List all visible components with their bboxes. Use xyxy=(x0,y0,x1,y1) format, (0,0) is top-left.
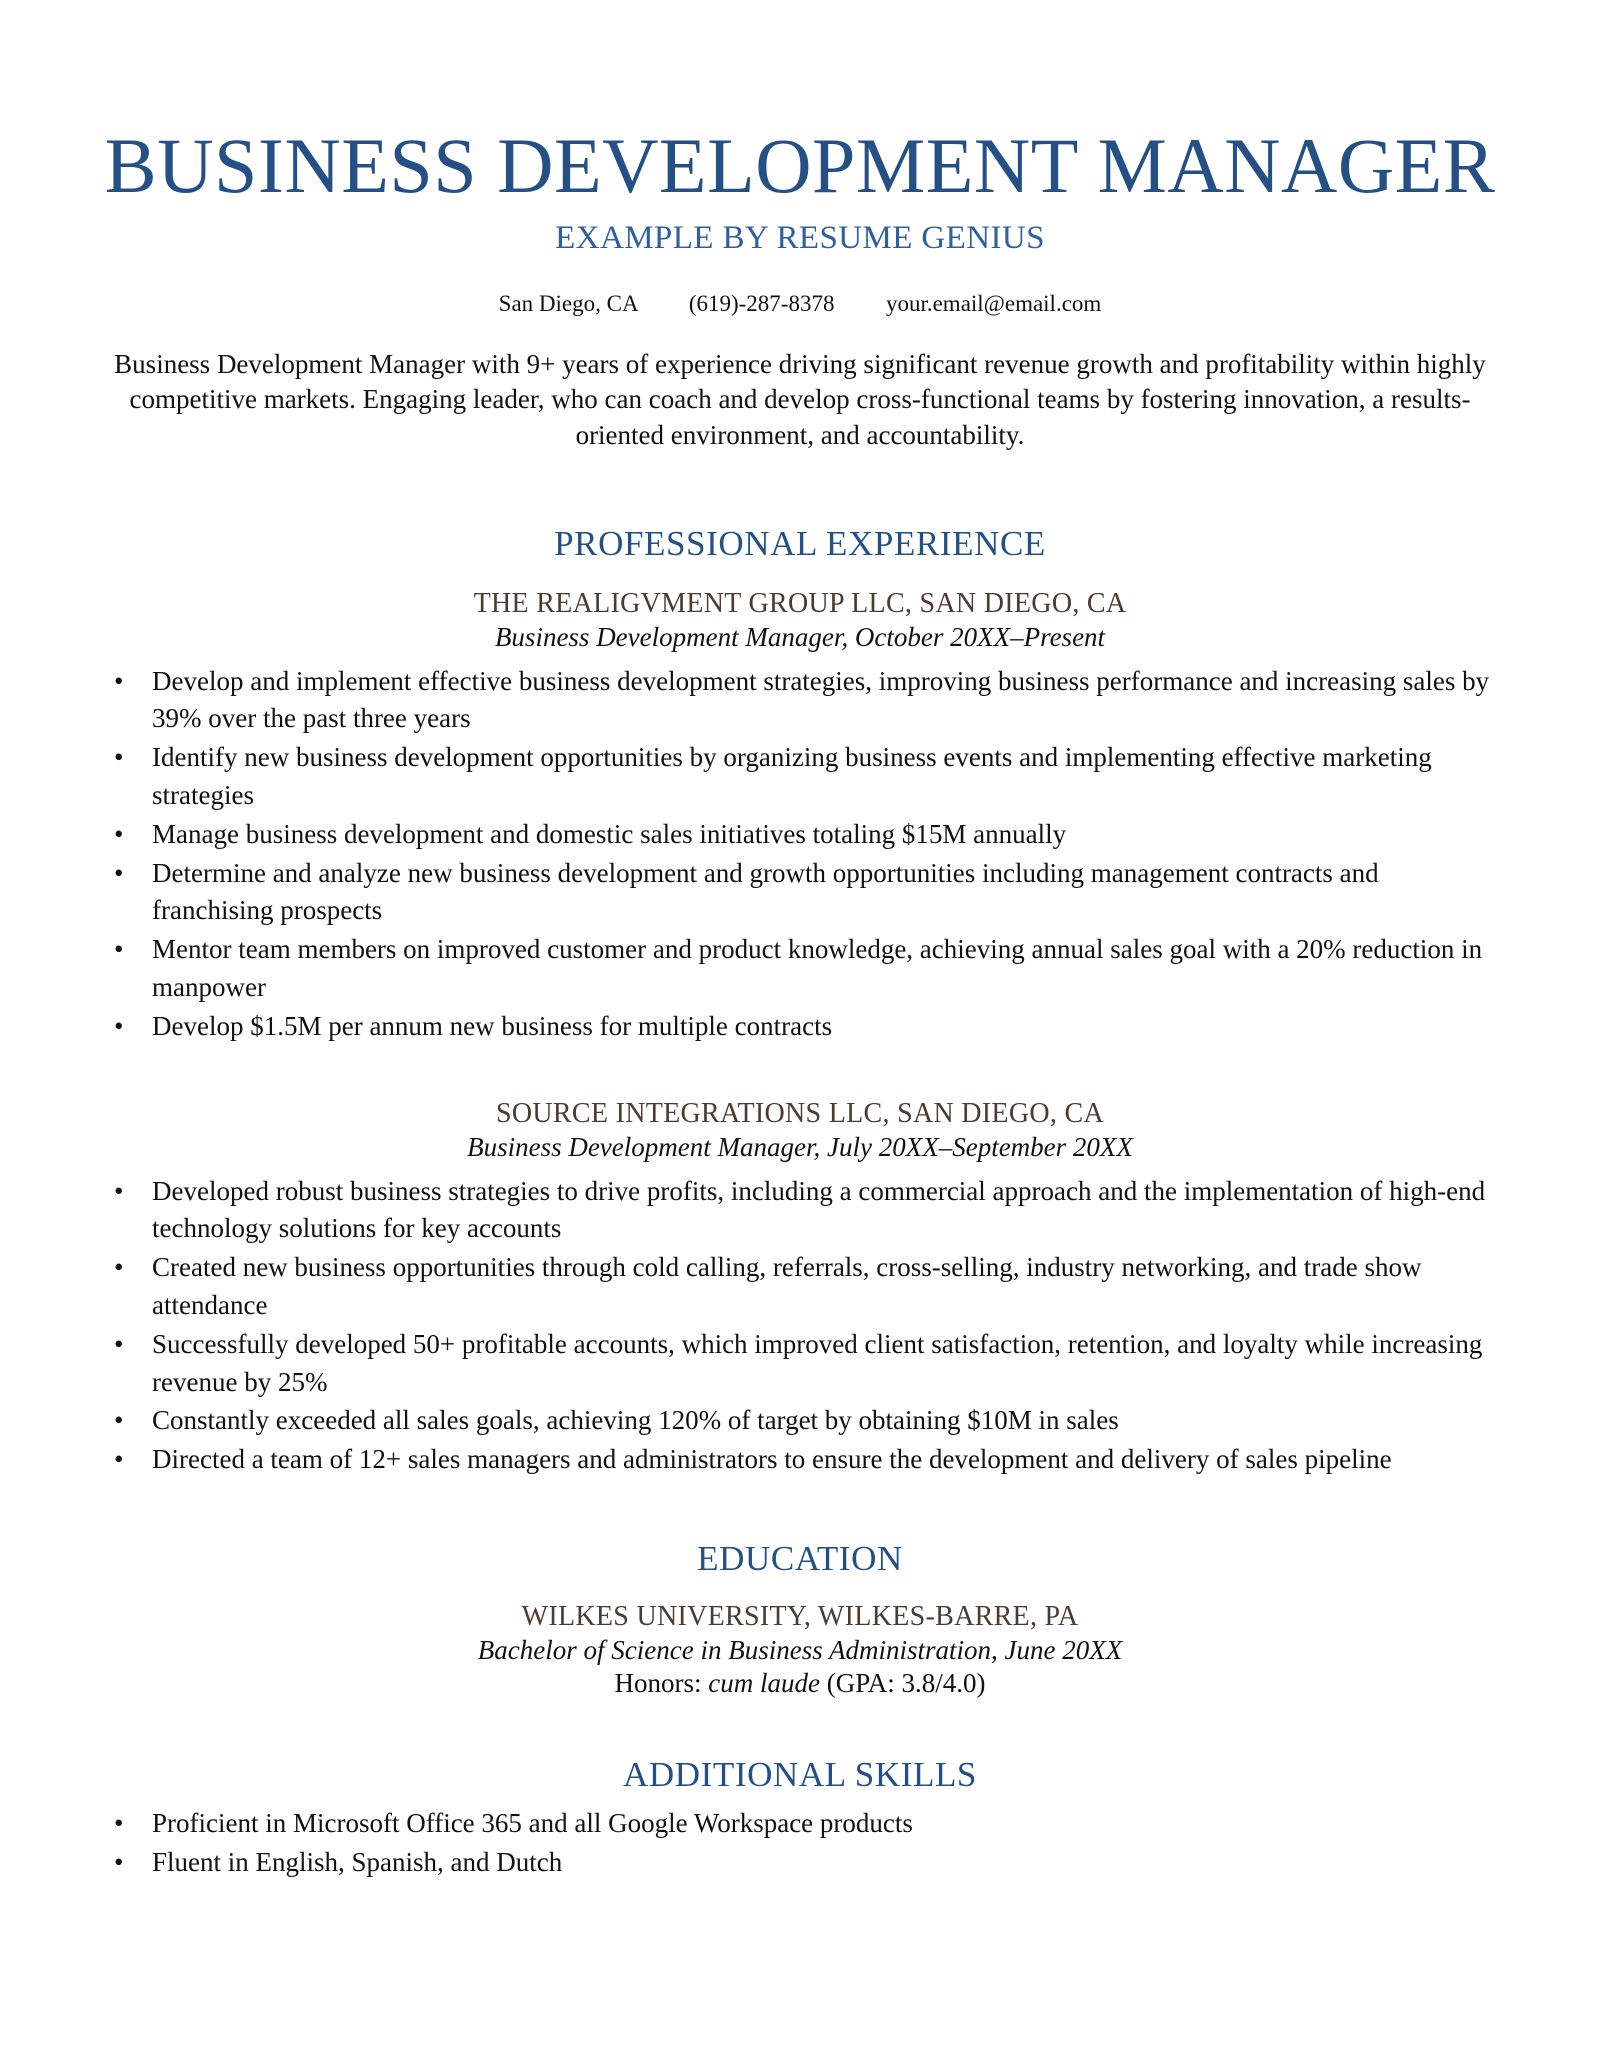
list-item: • Determine and analyze new business development and growth opportunities including management contracts and franchising prospects xyxy=(100,855,1500,931)
job-organization: SOURCE INTEGRATIONS LLC, SAN DIEGO, CA xyxy=(496,1097,1104,1129)
section-heading-additional-skills: ADDITIONAL SKILLS xyxy=(623,1754,977,1794)
job-bullet-list xyxy=(100,1173,1500,1479)
job-entry-1 xyxy=(100,588,1500,1046)
list-item: • Identify new business development opportunities by organizing business events and implementing effective marketing strategies xyxy=(100,739,1500,815)
education-honors-latin: cum laude xyxy=(708,1667,820,1698)
education-honors-prefix: Honors: xyxy=(614,1667,709,1698)
section-heading-professional-experience: PROFESSIONAL EXPERIENCE xyxy=(554,523,1046,563)
education-school: WILKES UNIVERSITY, WILKES-BARRE, PA xyxy=(521,1600,1079,1632)
list-item: • Develop and implement effective business development strategies, improving business performance and increasing sales by 39% over the past three years xyxy=(100,663,1500,739)
resume-header xyxy=(100,122,1500,317)
job-role-and-dates: Business Development Manager, July 20XX–September 20XX xyxy=(467,1131,1133,1162)
page-title: BUSINESS DEVELOPMENT MANAGER xyxy=(104,122,1496,209)
education-honors-gpa: (GPA: 3.8/4.0) xyxy=(819,1667,986,1698)
job-role-and-dates: Business Development Manager, October 20XX–Present xyxy=(494,621,1106,652)
job-organization: THE REALIGVMENT GROUP LLC, SAN DIEGO, CA xyxy=(473,587,1127,619)
skills-bullet-list xyxy=(100,1805,1500,1882)
list-item: • Constantly exceeded all sales goals, achieving 120% of target by obtaining $10M in sales xyxy=(100,1402,1500,1440)
contact-email: your.email@email.com xyxy=(885,290,1102,316)
list-item: • Proficient in Microsoft Office 365 and all Google Workspace products xyxy=(100,1805,1500,1843)
list-item: • Created new business opportunities through cold calling, referrals, cross-selling, industry networking, and trade show attendance xyxy=(100,1249,1500,1325)
list-item: • Manage business development and domestic sales initiatives totaling $15M annually xyxy=(100,816,1500,854)
section-heading-education: EDUCATION xyxy=(697,1538,903,1578)
job-entry-2 xyxy=(100,1098,1500,1479)
education-honors xyxy=(100,1668,1500,1699)
professional-summary: Business Development Manager with 9+ years of experience driving significant revenue growth and profitability within highly competitive markets. Engaging leader, who can coach and develop cross-functional teams by fostering innovation, a results-oriented environment, and accountability. xyxy=(114,348,1486,450)
job-bullet-list xyxy=(100,663,1500,1046)
contact-phone: (619)-287-8378 xyxy=(688,290,835,316)
list-item: • Directed a team of 12+ sales managers and administrators to ensure the development and delivery of sales pipeline xyxy=(100,1441,1500,1479)
education-entry xyxy=(100,1601,1500,1699)
resume-subtitle: EXAMPLE BY RESUME GENIUS xyxy=(555,219,1045,256)
contact-line xyxy=(100,291,1500,317)
list-item: • Developed robust business strategies to drive profits, including a commercial approach and the implementation of high-end technology solutions for key accounts xyxy=(100,1173,1500,1249)
contact-location: San Diego, CA xyxy=(498,290,638,316)
education-degree: Bachelor of Science in Business Administration, June 20XX xyxy=(477,1634,1123,1665)
list-item: • Develop $1.5M per annum new business for multiple contracts xyxy=(100,1008,1500,1046)
list-item: • Successfully developed 50+ profitable accounts, which improved client satisfaction, retention, and loyalty while increasing revenue by 25% xyxy=(100,1326,1500,1402)
list-item: • Fluent in English, Spanish, and Dutch xyxy=(100,1844,1500,1882)
list-item: • Mentor team members on improved customer and product knowledge, achieving annual sales goal with a 20% reduction in manpower xyxy=(100,931,1500,1007)
